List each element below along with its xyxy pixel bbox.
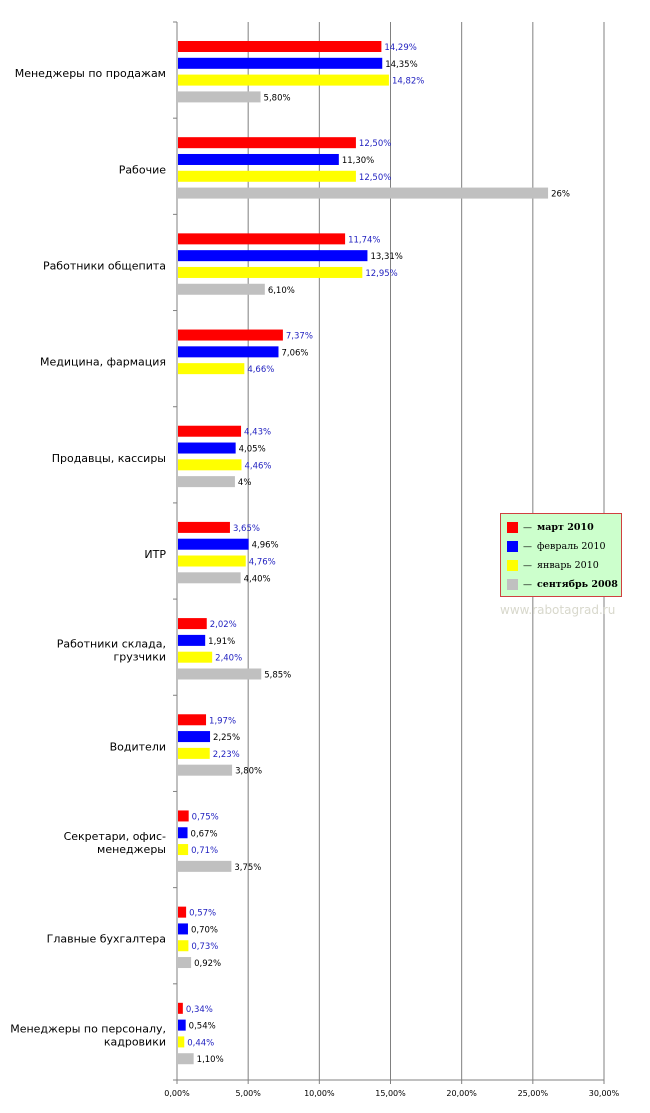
category-label: менеджеры [97,843,166,857]
bar [178,171,356,182]
bar [178,1036,184,1047]
bar [178,539,249,550]
legend-item [507,537,621,556]
category-label: Водители [109,740,166,754]
data-label: 7,37% [285,331,313,342]
data-label: 14,82% [391,76,425,87]
watermark: www.rabotagrad.ru [500,603,616,617]
data-label: 1,91% [208,636,236,647]
data-label: 14,29% [384,43,417,53]
bar [178,75,389,86]
bar [178,652,212,663]
bar [178,522,230,533]
data-label: 4,46% [244,461,272,472]
category-label: Медицина, фармация [40,355,166,369]
data-label: 5,85% [264,670,292,681]
data-label: 0,71% [191,846,219,857]
bar [178,810,189,821]
data-label: 2,25% [213,733,241,744]
bar [178,907,186,918]
bar [178,188,548,199]
bar [178,765,232,776]
bar [178,91,261,102]
data-label: 7,06% [281,348,309,359]
data-label: 14,35% [385,59,418,70]
data-label: 4% [237,478,252,489]
legend-label: февраль 2010 [537,541,606,552]
bar [178,618,207,629]
category-label: Менеджеры по продажам [14,67,166,81]
data-label: 5,80% [263,93,291,104]
category-label: ИТР [144,548,166,561]
bar [178,1020,186,1031]
legend [500,513,622,597]
bar [178,284,265,295]
data-label: 3,75% [234,862,262,873]
bar [178,714,206,725]
bar [178,267,362,278]
legend-dash: — [523,522,532,533]
bar [178,443,236,454]
legend-dash: — [523,579,532,590]
data-label: 0,92% [194,959,222,970]
category-label: грузчики [113,650,166,664]
bar [178,233,345,244]
data-label: 1,97% [209,716,237,727]
legend-label: январь 2010 [537,560,599,571]
legend-swatch [507,579,518,590]
data-label: 4,43% [244,427,272,438]
data-label: 3,80% [235,766,263,777]
data-label: 12,50% [358,139,392,150]
category-label: Рабочие [118,163,166,177]
data-label: 3,65% [232,523,260,534]
data-label: 2,40% [215,653,243,664]
legend-swatch [507,541,518,552]
bar [178,957,191,968]
data-label: 12,95% [365,268,398,279]
data-label: 12,50% [358,172,392,183]
bar [178,330,283,341]
category-label: Секретари, офис- [63,830,166,844]
bar [178,923,188,934]
data-label: 4,05% [238,444,266,455]
data-label: 0,67% [190,829,218,840]
category-label: Менеджеры по персоналу, [10,1022,166,1036]
legend-swatch [507,560,518,571]
legend-label: сентябрь 2008 [537,579,618,590]
data-label: 6,10% [267,285,295,296]
x-tick-label: 15,00% [375,1089,406,1098]
bar [178,668,261,679]
data-label: 11,74% [348,235,381,246]
data-label: 4,96% [251,540,279,551]
bar [178,363,244,374]
bar [178,861,231,872]
data-label: 4,40% [243,574,271,585]
bar [178,572,241,583]
data-label: 2,23% [212,749,240,760]
data-label: 0,73% [191,942,219,953]
legend-item [507,575,621,594]
bar [178,556,246,567]
data-label: 4,76% [248,557,276,568]
bar [178,635,205,646]
x-tick-label: 0,00% [164,1089,190,1098]
legend-item [507,518,621,537]
data-label: 0,75% [191,812,219,823]
data-label: 26% [551,189,570,200]
x-tick-label: 5,00% [235,1089,261,1098]
legend-item [507,556,621,575]
bar [178,426,241,437]
bar [178,41,381,52]
category-label: Продавцы, кассиры [51,451,166,465]
data-label: 0,57% [189,908,217,919]
data-label: 0,70% [190,925,218,936]
category-label: Главные бухгалтера [46,932,166,946]
category-label: кадровики [103,1035,166,1049]
bar [178,731,210,742]
data-label: 0,44% [187,1038,215,1049]
bar [178,827,188,838]
data-label: 0,34% [185,1004,213,1015]
category-labels [10,67,166,1048]
data-label: 1,10% [196,1055,224,1066]
x-tick-label: 30,00% [588,1089,620,1098]
data-label: 13,31% [370,252,403,263]
bar [178,58,382,69]
x-tick-label: 25,00% [517,1089,549,1098]
bar [178,476,235,487]
x-tick-labels [164,1089,619,1098]
category-label: Работники общепита [42,259,166,273]
data-label: 11,30% [341,155,375,166]
bar [178,748,210,759]
bar [178,137,356,148]
legend-label: март 2010 [537,522,594,533]
bar [178,346,278,357]
legend-dash: — [523,560,532,571]
bars [178,41,548,1064]
data-label: 2,02% [209,620,237,631]
bar [178,844,188,855]
legend-dash: — [523,541,532,552]
data-label: 4,66% [247,365,275,376]
bar [178,250,367,261]
bar [178,459,241,470]
category-label: Работники склада, [56,637,166,651]
x-tick-label: 20,00% [446,1089,477,1098]
legend-swatch [507,522,518,533]
data-label: 0,54% [188,1021,216,1032]
bar [178,1053,194,1064]
bar [178,154,339,165]
x-tick-label: 10,00% [304,1089,335,1098]
bar [178,1003,183,1014]
bar [178,940,188,951]
